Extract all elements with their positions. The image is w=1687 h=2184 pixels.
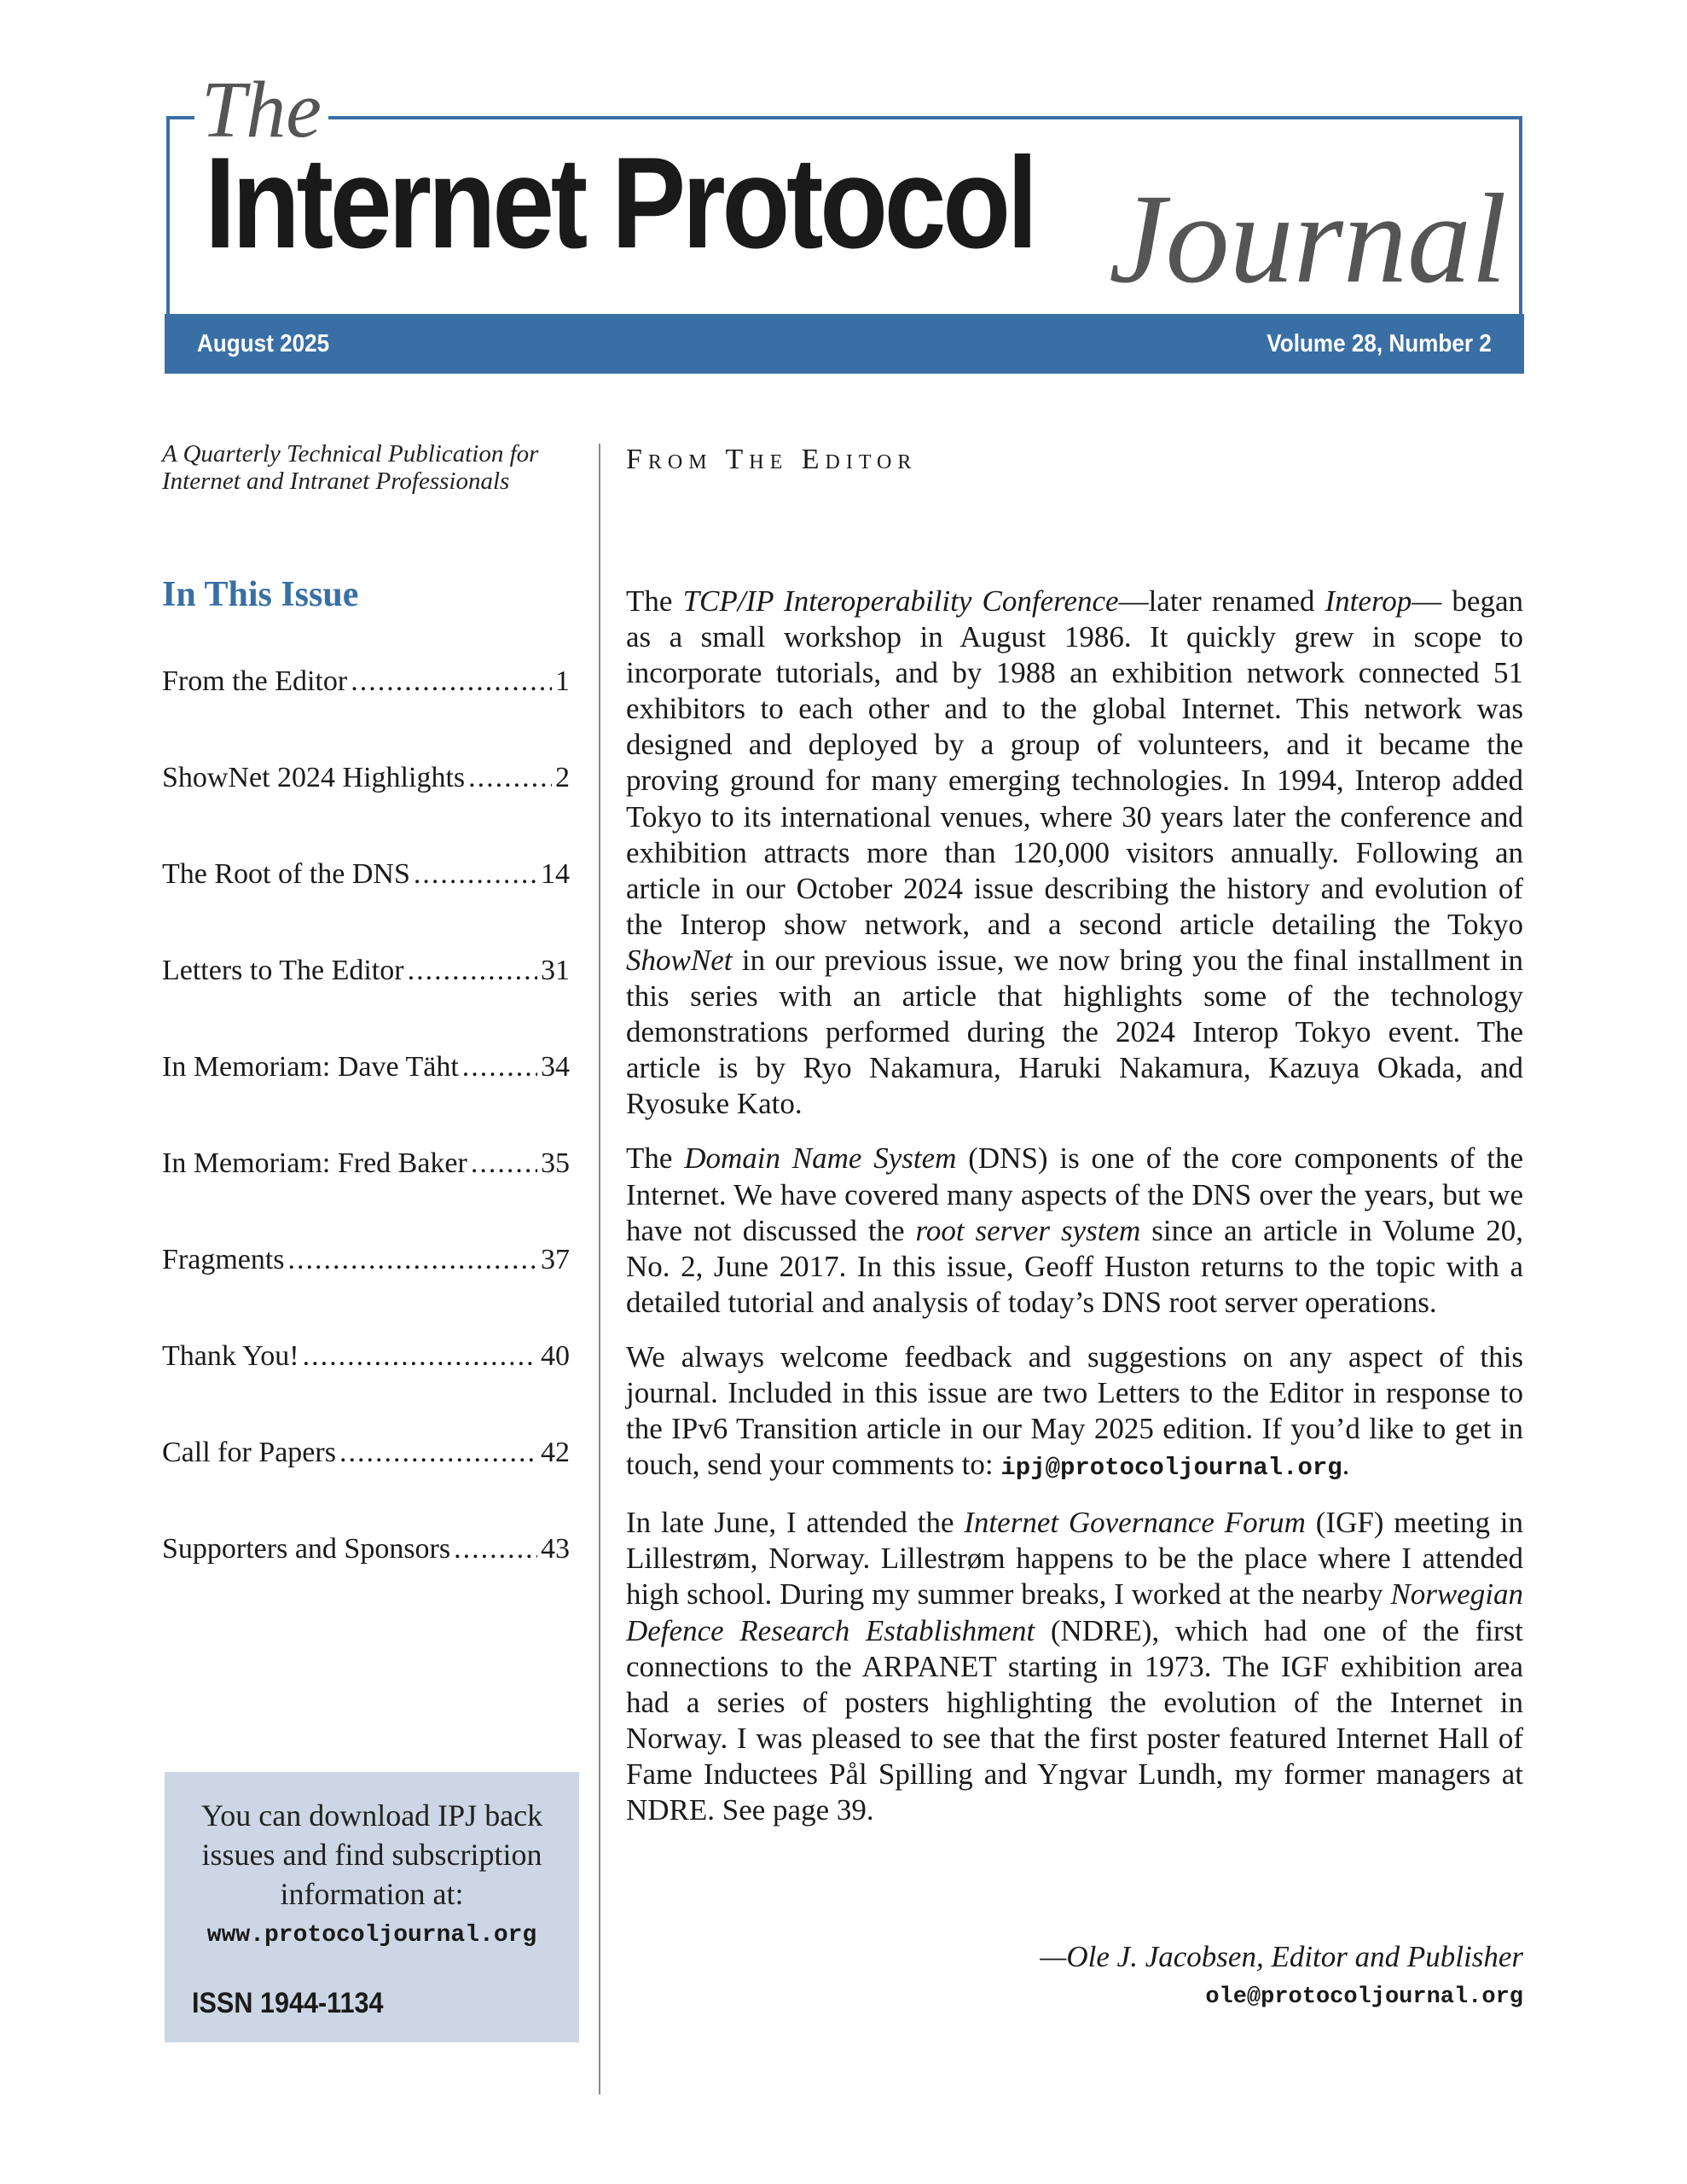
toc-item[interactable] [162, 858, 570, 955]
toc-leader-dots [303, 1340, 537, 1373]
toc-leader-dots [288, 1244, 537, 1276]
text-run: (DNS) is one of the core components of the Internet. We have covered many aspects of the DNS over the years, but we have not discussed the [626, 1141, 1523, 1247]
toc-leader-dots [408, 955, 537, 987]
toc-item-page: 1 [555, 665, 570, 697]
download-info-text: You can download IPJ back issues and find subscription information at: [200, 1798, 543, 1911]
editor-signature: —Ole J. Jacobsen, Editor and Publisher [1040, 1940, 1523, 1973]
italic-run: TCP/IP Interoperability Conference [682, 584, 1119, 618]
section-label: From The Editor [626, 444, 918, 475]
toc-item[interactable] [162, 665, 570, 762]
issn-number: ISSN 1944-1134 [192, 1987, 384, 2019]
issue-bar [165, 314, 1524, 374]
text-run: The [626, 1141, 685, 1176]
text-run: The [626, 584, 683, 618]
italic-run: Interop [1325, 584, 1412, 618]
feedback-email-link[interactable]: ipj@protocoljournal.org [1000, 1454, 1342, 1483]
italic-run: Norwegian Defence Research Establishment [626, 1577, 1523, 1647]
website-link[interactable]: www.protocoljournal.org [206, 1922, 537, 1949]
text-run: We always welcome feedback and suggestions on any aspect of this journal. Included in this issue are two Letters to the Editor in response to the IPv6 Transition article in our May 2025 edition. If you’d like to get in touch, send your comments to: [626, 1339, 1523, 1482]
text-run: in our previous issue, we now bring you the final installment in this series with an article that highlights some of the technology demonstrations performed during the 2024 Interop Tokyo event. The article is by Ryo Nakamura, Haruki Nakamura, Kazuya Okada, and Ryosuke Kato. [626, 943, 1523, 1121]
text-run: since an article in Volume 20, No. 2, June 2017. In this issue, Geoff Huston returns to the topic with a detailed tutorial and analysis of today’s DNS root server operations. [626, 1213, 1523, 1319]
toc-item-page: 14 [541, 858, 570, 890]
toc-item[interactable] [162, 955, 570, 1051]
toc-item[interactable] [162, 1437, 570, 1533]
toc-item[interactable] [162, 1051, 570, 1147]
toc-leader-dots [454, 1533, 537, 1565]
toc-leader-dots [468, 762, 552, 794]
toc-item-page: 42 [541, 1437, 570, 1468]
italic-run: ShowNet [626, 943, 733, 977]
toc-item[interactable] [162, 1340, 570, 1437]
toc-item[interactable] [162, 1533, 570, 1629]
toc-item-page: 2 [555, 762, 570, 793]
toc-item-title: Supporters and Sponsors [162, 1533, 451, 1565]
toc-leader-dots [462, 1051, 537, 1083]
toc-item-title: Fragments [162, 1244, 285, 1275]
toc-item[interactable] [162, 1147, 570, 1244]
toc-item-title: Call for Papers [162, 1437, 336, 1468]
toc-item-title: From the Editor [162, 665, 348, 697]
column-divider [599, 444, 600, 2094]
toc-leader-dots [339, 1437, 537, 1469]
italic-run: Internet Governance Forum [964, 1506, 1306, 1540]
toc-item-title: Letters to The Editor [162, 955, 404, 986]
italic-run: Domain Name System [684, 1141, 957, 1176]
toc-leader-dots [471, 1147, 537, 1180]
masthead-journal: Journal [1109, 168, 1507, 310]
text-run: — began as a small workshop in August 1986. It quickly grew in scope to incorporate tutorials, and by 1988 an exhibition network connected 51 exhibitors to each other and to the global Internet. This network was designed and deployed by a group of volunteers, and it became the proving ground for many emerging technologies. In 1994, Interop added Tokyo to its international venues, where 30 years later the conference and exhibition attracts more than 120,000 visitors annually. Following an article in our October 2024 issue describing the history and evolution of the Interop show network, and a second article detailing the Tokyo [626, 584, 1524, 941]
toc-item-page: 35 [541, 1147, 570, 1179]
text-run: (IGF) meeting in Lillestrøm, Norway. Lillestrøm happens to be the place where I attended high school. During my summer breaks, I worked at the nearby [626, 1506, 1524, 1612]
editor-article [626, 584, 1523, 1847]
text-run: —later renamed [1118, 584, 1325, 618]
toc-item-page: 37 [541, 1244, 570, 1275]
editor-email-link[interactable]: ole@protocoljournal.org [1205, 1984, 1523, 2010]
toc-leader-dots [414, 858, 537, 891]
issue-volume: Volume 28, Number 2 [1267, 329, 1492, 357]
download-info-box [165, 1772, 579, 2042]
toc-item-page: 34 [541, 1051, 570, 1083]
toc-item[interactable] [162, 762, 570, 858]
toc-heading: In This Issue [162, 575, 359, 614]
italic-run: root server system [915, 1213, 1141, 1247]
text-run: . [1342, 1448, 1350, 1482]
tagline-line-2: Internet and Intranet Professionals [162, 468, 510, 495]
issue-date: August 2025 [197, 329, 330, 357]
toc-item[interactable] [162, 1244, 570, 1340]
masthead-the: The [194, 70, 328, 150]
toc-leader-dots [351, 665, 552, 698]
toc-item-page: 40 [541, 1340, 570, 1372]
table-of-contents [162, 665, 570, 1629]
toc-item-title: In Memoriam: Dave Täht [162, 1051, 459, 1083]
paragraph [626, 1141, 1523, 1320]
toc-item-title: In Memoriam: Fred Baker [162, 1147, 467, 1179]
toc-item-title: The Root of the DNS [162, 858, 410, 890]
masthead-title: Internet Protocol [205, 131, 1035, 276]
paragraph [626, 1339, 1523, 1486]
paragraph [626, 584, 1523, 1122]
tagline [162, 440, 606, 495]
text-run: In late June, I attended the [626, 1506, 965, 1540]
toc-item-title: ShowNet 2024 Highlights [162, 762, 466, 793]
toc-item-page: 43 [541, 1533, 570, 1565]
text-run: (NDRE), which had one of the first connections to the ARPANET starting in 1973. The IGF exhibition area had a series of posters highlighting the evolution of the Internet in Norway. I was pleased to see that the first poster featured Internet Hall of Fame Inductees Pål Spilling and Yngvar Lundh, my former managers at NDRE. See page 39. [626, 1613, 1523, 1827]
tagline-line-1: A Quarterly Technical Publication for [162, 440, 539, 468]
toc-item-page: 31 [541, 955, 570, 986]
paragraph [626, 1505, 1523, 1828]
toc-item-title: Thank You! [162, 1340, 299, 1372]
